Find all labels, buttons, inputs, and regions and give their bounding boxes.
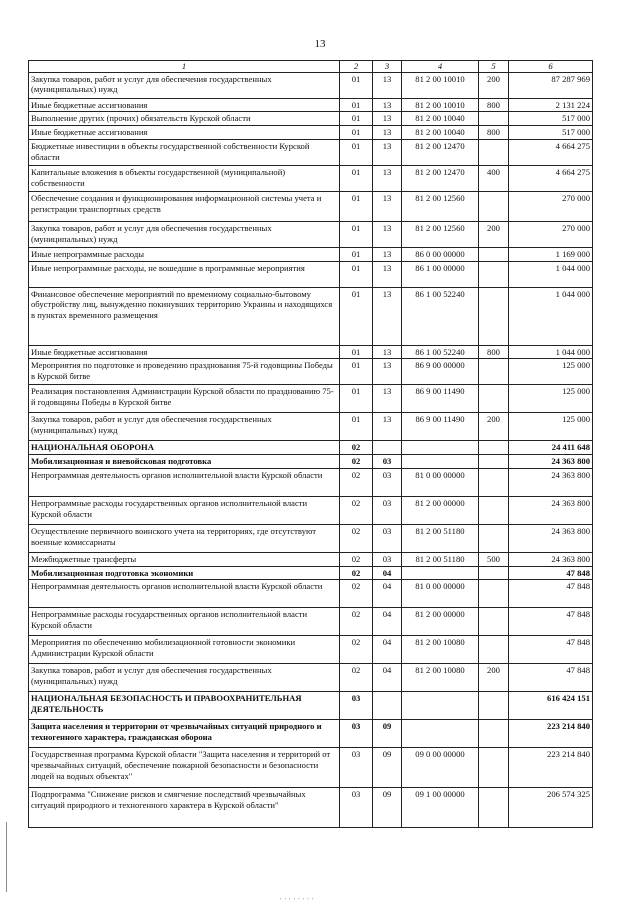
table-row xyxy=(29,455,593,469)
col-header-section: 2 xyxy=(340,61,373,73)
row-subsection-cell: 13 xyxy=(373,126,402,140)
row-subsection-cell xyxy=(373,441,402,455)
row-expense-type-cell xyxy=(479,608,509,636)
row-amount-cell: 616 424 151 xyxy=(509,692,593,720)
row-subsection-cell: 13 xyxy=(373,165,402,191)
row-amount-cell: 87 287 969 xyxy=(509,72,593,98)
row-name-cell: Непрограммная деятельность органов исполнительной власти Курской области xyxy=(29,580,340,608)
row-target-article-cell xyxy=(402,441,479,455)
row-section-cell: 01 xyxy=(340,72,373,98)
row-name-cell: НАЦИОНАЛЬНАЯ ОБОРОНА xyxy=(29,441,340,455)
table-row xyxy=(29,748,593,788)
row-subsection-cell: 13 xyxy=(373,345,402,359)
row-name-cell: Мероприятия по обеспечению мобилизационной готовности экономики Администрации Курской области xyxy=(29,636,340,664)
row-target-article-cell xyxy=(402,720,479,748)
row-amount-cell: 1 044 000 xyxy=(509,261,593,287)
table-row xyxy=(29,580,593,608)
col-header-expense-type: 5 xyxy=(479,61,509,73)
row-target-article-cell: 86 1 00 52240 xyxy=(402,287,479,345)
row-name-cell: Обеспечение создания и функционирования информационной системы учета и регистрации транспортных средств xyxy=(29,191,340,221)
table-row xyxy=(29,496,593,524)
table-row xyxy=(29,413,593,441)
row-section-cell: 03 xyxy=(340,692,373,720)
row-amount-cell: 47 848 xyxy=(509,580,593,608)
row-subsection-cell: 13 xyxy=(373,139,402,165)
row-subsection-cell: 04 xyxy=(373,636,402,664)
row-amount-cell: 47 848 xyxy=(509,636,593,664)
row-subsection-cell: 04 xyxy=(373,566,402,580)
table-row xyxy=(29,112,593,126)
row-amount-cell: 223 214 840 xyxy=(509,748,593,788)
table-row xyxy=(29,441,593,455)
table-row xyxy=(29,221,593,247)
row-subsection-cell: 04 xyxy=(373,580,402,608)
row-target-article-cell: 81 0 00 00000 xyxy=(402,468,479,496)
table-body xyxy=(29,72,593,828)
row-name-cell: Закупка товаров, работ и услуг для обеспечения государственных (муниципальных) нужд xyxy=(29,72,340,98)
row-expense-type-cell xyxy=(479,468,509,496)
row-name-cell: Иные бюджетные ассигнования xyxy=(29,345,340,359)
table-row xyxy=(29,636,593,664)
row-expense-type-cell xyxy=(479,748,509,788)
row-name-cell: Подпрограмма "Снижение рисков и смягчение последствий чрезвычайных ситуаций природного и техногенного характера в Курской области" xyxy=(29,788,340,828)
binding-margin-line xyxy=(6,822,7,892)
row-expense-type-cell xyxy=(479,720,509,748)
row-target-article-cell: 81 2 00 12470 xyxy=(402,165,479,191)
row-subsection-cell xyxy=(373,692,402,720)
row-name-cell: Выполнение других (прочих) обязательств Курской области xyxy=(29,112,340,126)
table-row xyxy=(29,139,593,165)
row-target-article-cell: 81 2 00 12560 xyxy=(402,191,479,221)
row-section-cell: 01 xyxy=(340,261,373,287)
row-expense-type-cell xyxy=(479,496,509,524)
row-target-article-cell: 86 9 00 00000 xyxy=(402,359,479,385)
table-row xyxy=(29,261,593,287)
page-number: 13 xyxy=(314,38,326,50)
row-target-article-cell: 86 1 00 00000 xyxy=(402,261,479,287)
row-name-cell: Межбюджетные трансферты xyxy=(29,552,340,566)
row-section-cell: 01 xyxy=(340,191,373,221)
row-target-article-cell xyxy=(402,455,479,469)
table-row xyxy=(29,692,593,720)
row-amount-cell: 47 848 xyxy=(509,664,593,692)
row-name-cell: Закупка товаров, работ и услуг для обеспечения государственных (муниципальных) нужд xyxy=(29,664,340,692)
row-target-article-cell xyxy=(402,692,479,720)
row-subsection-cell: 03 xyxy=(373,496,402,524)
table-row xyxy=(29,524,593,552)
row-section-cell: 02 xyxy=(340,441,373,455)
table-row xyxy=(29,664,593,692)
row-name-cell: Непрограммная деятельность органов исполнительной власти Курской области xyxy=(29,468,340,496)
row-section-cell: 01 xyxy=(340,413,373,441)
row-expense-type-cell xyxy=(479,441,509,455)
row-name-cell: Закупка товаров, работ и услуг для обеспечения государственных (муниципальных) нужд xyxy=(29,413,340,441)
row-section-cell: 02 xyxy=(340,608,373,636)
row-amount-cell: 206 574 325 xyxy=(509,788,593,828)
row-subsection-cell: 09 xyxy=(373,748,402,788)
row-amount-cell: 1 044 000 xyxy=(509,345,593,359)
row-target-article-cell: 81 2 00 10010 xyxy=(402,98,479,112)
row-subsection-cell: 13 xyxy=(373,359,402,385)
row-section-cell: 02 xyxy=(340,566,373,580)
row-expense-type-cell xyxy=(479,287,509,345)
row-amount-cell: 24 363 800 xyxy=(509,496,593,524)
row-expense-type-cell xyxy=(479,524,509,552)
row-expense-type-cell xyxy=(479,636,509,664)
row-name-cell: Мобилизационная подготовка экономики xyxy=(29,566,340,580)
row-target-article-cell: 86 0 00 00000 xyxy=(402,247,479,261)
row-section-cell: 03 xyxy=(340,788,373,828)
row-name-cell: Государственная программа Курской области "Защита населения и территорий от чрезвычайных ситуаций, обеспечение пожарной безопасности и безопасности людей на водных объектах" xyxy=(29,748,340,788)
row-name-cell: Иные непрограммные расходы, не вошедшие в программные мероприятия xyxy=(29,261,340,287)
row-amount-cell: 125 000 xyxy=(509,385,593,413)
row-subsection-cell: 13 xyxy=(373,413,402,441)
row-subsection-cell: 03 xyxy=(373,468,402,496)
row-subsection-cell: 04 xyxy=(373,664,402,692)
row-name-cell: Непрограммные расходы государственных органов исполнительной власти Курской области xyxy=(29,608,340,636)
row-target-article-cell: 81 2 00 10080 xyxy=(402,664,479,692)
row-amount-cell: 125 000 xyxy=(509,359,593,385)
table-row xyxy=(29,468,593,496)
col-header-subsection: 3 xyxy=(373,61,402,73)
row-name-cell: Непрограммные расходы государственных органов исполнительной власти Курской области xyxy=(29,496,340,524)
row-target-article-cell: 86 9 00 11490 xyxy=(402,413,479,441)
row-target-article-cell: 81 2 00 12470 xyxy=(402,139,479,165)
row-section-cell: 01 xyxy=(340,345,373,359)
table-row xyxy=(29,720,593,748)
row-target-article-cell: 81 2 00 10010 xyxy=(402,72,479,98)
row-amount-cell: 24 411 648 xyxy=(509,441,593,455)
table-row xyxy=(29,72,593,98)
col-header-target-article: 4 xyxy=(402,61,479,73)
row-name-cell: Реализация постановления Администрации Курской области по празднованию 75-й годовщины Победы в Курской битве xyxy=(29,385,340,413)
row-section-cell: 02 xyxy=(340,664,373,692)
table-row xyxy=(29,788,593,828)
row-amount-cell: 4 664 275 xyxy=(509,139,593,165)
row-expense-type-cell xyxy=(479,191,509,221)
row-amount-cell: 270 000 xyxy=(509,221,593,247)
row-subsection-cell: 03 xyxy=(373,524,402,552)
row-target-article-cell: 81 2 00 00000 xyxy=(402,496,479,524)
row-section-cell: 02 xyxy=(340,496,373,524)
table-row xyxy=(29,247,593,261)
table-row xyxy=(29,359,593,385)
table-row xyxy=(29,608,593,636)
budget-table xyxy=(28,60,593,828)
table-row xyxy=(29,566,593,580)
row-expense-type-cell: 200 xyxy=(479,221,509,247)
row-amount-cell: 270 000 xyxy=(509,191,593,221)
row-amount-cell: 223 214 840 xyxy=(509,720,593,748)
row-expense-type-cell xyxy=(479,692,509,720)
table-row xyxy=(29,191,593,221)
row-amount-cell: 4 664 275 xyxy=(509,165,593,191)
row-subsection-cell: 13 xyxy=(373,191,402,221)
row-amount-cell: 24 363 800 xyxy=(509,468,593,496)
row-name-cell: Финансовое обеспечение мероприятий по временному социально-бытовому обустройству лиц, вынужденно покинувших территорию Украины и находящихся в пунктах временного размещения xyxy=(29,287,340,345)
row-target-article-cell: 81 2 00 51180 xyxy=(402,524,479,552)
row-name-cell: Иные непрограммные расходы xyxy=(29,247,340,261)
row-expense-type-cell xyxy=(479,580,509,608)
row-section-cell: 01 xyxy=(340,112,373,126)
row-expense-type-cell: 500 xyxy=(479,552,509,566)
row-expense-type-cell xyxy=(479,385,509,413)
row-section-cell: 03 xyxy=(340,748,373,788)
row-target-article-cell: 81 2 00 12560 xyxy=(402,221,479,247)
row-section-cell: 01 xyxy=(340,165,373,191)
row-name-cell: Мобилизационная и вневойсковая подготовка xyxy=(29,455,340,469)
row-name-cell: Капитальные вложения в объекты государственной (муниципальной) собственности xyxy=(29,165,340,191)
col-header-amount: 6 xyxy=(509,61,593,73)
row-section-cell: 01 xyxy=(340,385,373,413)
row-subsection-cell: 13 xyxy=(373,221,402,247)
row-section-cell: 01 xyxy=(340,98,373,112)
table-row xyxy=(29,552,593,566)
row-subsection-cell: 04 xyxy=(373,608,402,636)
row-amount-cell: 24 363 800 xyxy=(509,524,593,552)
row-target-article-cell: 81 2 00 00000 xyxy=(402,608,479,636)
row-amount-cell: 125 000 xyxy=(509,413,593,441)
table-row xyxy=(29,385,593,413)
row-amount-cell: 517 000 xyxy=(509,112,593,126)
row-name-cell: Иные бюджетные ассигнования xyxy=(29,126,340,140)
row-expense-type-cell: 200 xyxy=(479,72,509,98)
row-expense-type-cell xyxy=(479,455,509,469)
table-row xyxy=(29,345,593,359)
row-expense-type-cell xyxy=(479,139,509,165)
row-name-cell: Иные бюджетные ассигнования xyxy=(29,98,340,112)
row-section-cell: 02 xyxy=(340,552,373,566)
row-expense-type-cell xyxy=(479,247,509,261)
table-row xyxy=(29,165,593,191)
row-section-cell: 01 xyxy=(340,359,373,385)
row-subsection-cell: 13 xyxy=(373,287,402,345)
row-amount-cell: 47 848 xyxy=(509,608,593,636)
row-target-article-cell: 81 2 00 10040 xyxy=(402,112,479,126)
column-number-header xyxy=(29,61,593,73)
row-expense-type-cell: 800 xyxy=(479,98,509,112)
row-amount-cell: 24 363 800 xyxy=(509,455,593,469)
row-subsection-cell: 13 xyxy=(373,112,402,126)
row-expense-type-cell: 800 xyxy=(479,126,509,140)
row-target-article-cell: 81 2 00 51180 xyxy=(402,552,479,566)
row-expense-type-cell: 800 xyxy=(479,345,509,359)
table-row xyxy=(29,98,593,112)
row-target-article-cell xyxy=(402,566,479,580)
row-amount-cell: 2 131 224 xyxy=(509,98,593,112)
row-amount-cell: 24 363 800 xyxy=(509,552,593,566)
row-subsection-cell: 13 xyxy=(373,261,402,287)
row-name-cell: Мероприятия по подготовке и проведению празднования 75-й годовщины Победы в Курской битве xyxy=(29,359,340,385)
scan-edge-marks: ' ' ' ' ' ' ' ' xyxy=(280,898,315,904)
row-section-cell: 02 xyxy=(340,636,373,664)
row-section-cell: 01 xyxy=(340,221,373,247)
row-expense-type-cell: 200 xyxy=(479,413,509,441)
row-section-cell: 01 xyxy=(340,287,373,345)
row-name-cell: Осуществление первичного воинского учета на территориях, где отсутствуют военные комиссариаты xyxy=(29,524,340,552)
table-row xyxy=(29,126,593,140)
row-section-cell: 01 xyxy=(340,139,373,165)
row-amount-cell: 517 000 xyxy=(509,126,593,140)
row-target-article-cell: 86 1 00 52240 xyxy=(402,345,479,359)
row-subsection-cell: 09 xyxy=(373,720,402,748)
row-amount-cell: 1 044 000 xyxy=(509,287,593,345)
row-section-cell: 02 xyxy=(340,468,373,496)
row-expense-type-cell xyxy=(479,566,509,580)
row-subsection-cell: 13 xyxy=(373,385,402,413)
row-section-cell: 02 xyxy=(340,580,373,608)
col-header-name: 1 xyxy=(29,61,340,73)
row-subsection-cell: 13 xyxy=(373,98,402,112)
row-subsection-cell: 03 xyxy=(373,552,402,566)
row-target-article-cell: 09 1 00 00000 xyxy=(402,788,479,828)
row-name-cell: Закупка товаров, работ и услуг для обеспечения государственных (муниципальных) нужд xyxy=(29,221,340,247)
row-section-cell: 02 xyxy=(340,455,373,469)
row-target-article-cell: 86 9 00 11490 xyxy=(402,385,479,413)
row-expense-type-cell xyxy=(479,359,509,385)
row-target-article-cell: 81 2 00 10080 xyxy=(402,636,479,664)
row-subsection-cell: 13 xyxy=(373,247,402,261)
row-expense-type-cell xyxy=(479,112,509,126)
row-name-cell: Защита населения и территории от чрезвычайных ситуаций природного и техногенного характера, гражданская оборона xyxy=(29,720,340,748)
row-name-cell: НАЦИОНАЛЬНАЯ БЕЗОПАСНОСТЬ И ПРАВООХРАНИТЕЛЬНАЯ ДЕЯТЕЛЬНОСТЬ xyxy=(29,692,340,720)
row-subsection-cell: 09 xyxy=(373,788,402,828)
row-expense-type-cell: 200 xyxy=(479,664,509,692)
row-name-cell: Бюджетные инвестиции в объекты государственной собственности Курской области xyxy=(29,139,340,165)
row-section-cell: 03 xyxy=(340,720,373,748)
row-target-article-cell: 09 0 00 00000 xyxy=(402,748,479,788)
row-section-cell: 01 xyxy=(340,247,373,261)
row-subsection-cell: 03 xyxy=(373,455,402,469)
table-row xyxy=(29,287,593,345)
row-expense-type-cell: 400 xyxy=(479,165,509,191)
row-expense-type-cell xyxy=(479,788,509,828)
row-section-cell: 02 xyxy=(340,524,373,552)
row-section-cell: 01 xyxy=(340,126,373,140)
row-amount-cell: 1 169 000 xyxy=(509,247,593,261)
row-amount-cell: 47 848 xyxy=(509,566,593,580)
row-target-article-cell: 81 2 00 10040 xyxy=(402,126,479,140)
row-subsection-cell: 13 xyxy=(373,72,402,98)
row-target-article-cell: 81 0 00 00000 xyxy=(402,580,479,608)
row-expense-type-cell xyxy=(479,261,509,287)
